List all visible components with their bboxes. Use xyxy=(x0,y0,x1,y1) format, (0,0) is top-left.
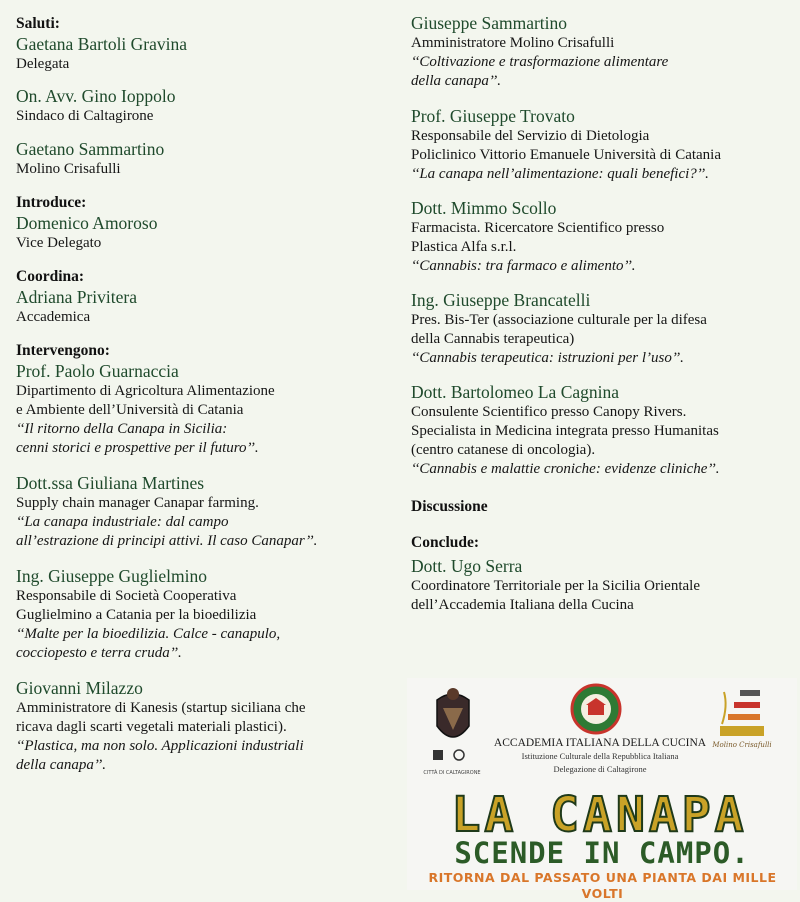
unesco-icon xyxy=(433,750,443,760)
banner-title: LA CANAPA xyxy=(451,787,748,843)
section-heading: Conclude: xyxy=(411,534,480,551)
speaker-role: Specialista in Medicina integrata presso Humanitas xyxy=(411,423,719,439)
speaker-role: Supply chain manager Canapar farming. xyxy=(16,495,259,511)
block-ioppolo xyxy=(16,86,401,126)
speaker-name: Domenico Amoroso xyxy=(16,213,158,233)
speaker-role: dell’Accademia Italiana della Cucina xyxy=(411,597,634,613)
speaker-role: Amministratore di Kanesis (startup siciliana che xyxy=(16,700,306,716)
speaker-role: Delegata xyxy=(16,56,70,72)
academy-seal-icon xyxy=(568,683,624,735)
block-conclude xyxy=(411,533,796,615)
banner-tagline: RITORNA DAL PASSATO UNA PIANTA DAI MILLE VOLTI xyxy=(428,870,777,901)
block-discussione xyxy=(411,497,796,517)
block-guglielmino xyxy=(16,566,401,663)
talk-title: della canapa’’. xyxy=(411,73,501,89)
block-milazzo xyxy=(16,678,401,775)
section-heading: Introduce: xyxy=(16,194,87,211)
block-trovato xyxy=(411,106,796,184)
talk-title: della canapa’’. xyxy=(16,757,106,773)
right-column xyxy=(411,0,796,615)
block-martines xyxy=(16,473,401,551)
speaker-name: Prof. Paolo Guarnaccia xyxy=(16,361,179,381)
academy-delegation: Delegazione di Caltagirone xyxy=(553,764,647,774)
speaker-name: Ing. Giuseppe Guglielmino xyxy=(16,566,208,586)
academy-name: ACCADEMIA ITALIANA DELLA CUCINA xyxy=(493,737,707,749)
talk-title: ‘‘La canapa industriale: dal campo xyxy=(16,514,229,530)
section-heading: Saluti: xyxy=(16,15,60,32)
block-sammartino-gaetano xyxy=(16,139,401,179)
speaker-role: Pres. Bis-Ter (associazione culturale per la difesa xyxy=(411,312,707,328)
block-intervengono xyxy=(16,341,401,458)
molino-logo-icon xyxy=(716,686,768,738)
speaker-role: (centro catanese di oncologia). xyxy=(411,442,596,458)
city-coat-of-arms-icon xyxy=(425,686,481,766)
block-brancatelli xyxy=(411,290,796,368)
speaker-name: Ing. Giuseppe Brancatelli xyxy=(411,290,591,310)
speaker-name: Giovanni Milazzo xyxy=(16,678,143,698)
speaker-role: Responsabile di Società Cooperativa xyxy=(16,588,237,604)
speaker-name: Dott. Ugo Serra xyxy=(411,556,523,576)
speaker-role: ricava dagli scarti vegetali materiali plastici). xyxy=(16,719,287,735)
block-la-cagnina xyxy=(411,382,796,479)
speaker-name: On. Avv. Gino Ioppolo xyxy=(16,86,176,106)
speaker-name: Dott. Mimmo Scollo xyxy=(411,198,557,218)
talk-title: ‘‘La canapa nell’alimentazione: quali benefici?’’. xyxy=(411,166,709,182)
speaker-role: della Cannabis terapeutica) xyxy=(411,331,575,347)
speaker-name: Adriana Privitera xyxy=(16,287,137,307)
left-column xyxy=(16,0,401,775)
talk-title: ‘‘Cannabis terapeutica: istruzioni per l’uso’’. xyxy=(411,350,684,366)
speaker-role: Guglielmino a Catania per la bioedilizia xyxy=(16,607,257,623)
academy-subtitle: Istituzione Culturale della Repubblica Italiana xyxy=(521,751,679,761)
section-heading: Coordina: xyxy=(16,268,85,285)
talk-title: ‘‘Cannabis: tra farmaco e alimento’’. xyxy=(411,258,636,274)
speaker-role: Sindaco di Caltagirone xyxy=(16,108,154,124)
speaker-name: Gaetano Sammartino xyxy=(16,139,165,159)
speaker-role: Dipartimento di Agricoltura Alimentazione xyxy=(16,383,275,399)
block-saluti xyxy=(16,14,401,74)
section-heading: Intervengono: xyxy=(16,342,110,359)
block-scollo xyxy=(411,198,796,276)
speaker-role: Vice Delegato xyxy=(16,235,102,251)
speaker-name: Dott.ssa Giuliana Martines xyxy=(16,473,205,493)
speaker-name: Gaetana Bartoli Gravina xyxy=(16,34,188,54)
city-caption: CITTÀ DI CALTAGIRONE xyxy=(423,770,481,776)
speaker-role: Accademica xyxy=(16,309,91,325)
speaker-role: Plastica Alfa s.r.l. xyxy=(411,239,517,255)
speaker-role: e Ambiente dell’Università di Catania xyxy=(16,402,244,418)
talk-title: ‘‘Plastica, ma non solo. Applicazioni industriali xyxy=(16,738,304,754)
speaker-role: Amministratore Molino Crisafulli xyxy=(411,35,615,51)
speaker-role: Consulente Scientifico presso Canopy Rivers. xyxy=(411,404,687,420)
speaker-role: Farmacista. Ricercatore Scientifico presso xyxy=(411,220,665,236)
talk-title: cocciopesto e terra cruda’’. xyxy=(16,645,182,661)
talk-title: ‘‘Il ritorno della Canapa in Sicilia: xyxy=(16,421,228,437)
talk-title: ‘‘Cannabis e malattie croniche: evidenze cliniche’’. xyxy=(411,461,720,477)
talk-title: ‘‘Malte per la bioedilizia. Calce - canapulo, xyxy=(16,626,281,642)
speaker-role: Coordinatore Territoriale per la Sicilia Orientale xyxy=(411,578,700,594)
speaker-role: Responsabile del Servizio di Dietologia xyxy=(411,128,650,144)
section-heading: Discussione xyxy=(411,498,488,515)
block-sammartino-giuseppe xyxy=(411,13,796,91)
speaker-name: Prof. Giuseppe Trovato xyxy=(411,106,575,126)
molino-caption: Molino Crisafulli xyxy=(712,741,772,749)
speaker-role: Molino Crisafulli xyxy=(16,161,121,177)
talk-title: all’estrazione di principi attivi. Il caso Canapar’’. xyxy=(16,533,318,549)
speaker-role: Policlinico Vittorio Emanuele Università di Catania xyxy=(411,147,722,163)
speaker-name: Dott. Bartolomeo La Cagnina xyxy=(411,382,620,402)
talk-title: ‘‘Coltivazione e trasformazione alimentare xyxy=(411,54,669,70)
block-introduce xyxy=(16,193,401,253)
talk-title: cenni storici e prospettive per il futuro’’. xyxy=(16,440,259,456)
speaker-name: Giuseppe Sammartino xyxy=(411,13,568,33)
block-coordina xyxy=(16,267,401,327)
banner-subtitle: SCENDE IN CAMPO. xyxy=(454,836,750,870)
